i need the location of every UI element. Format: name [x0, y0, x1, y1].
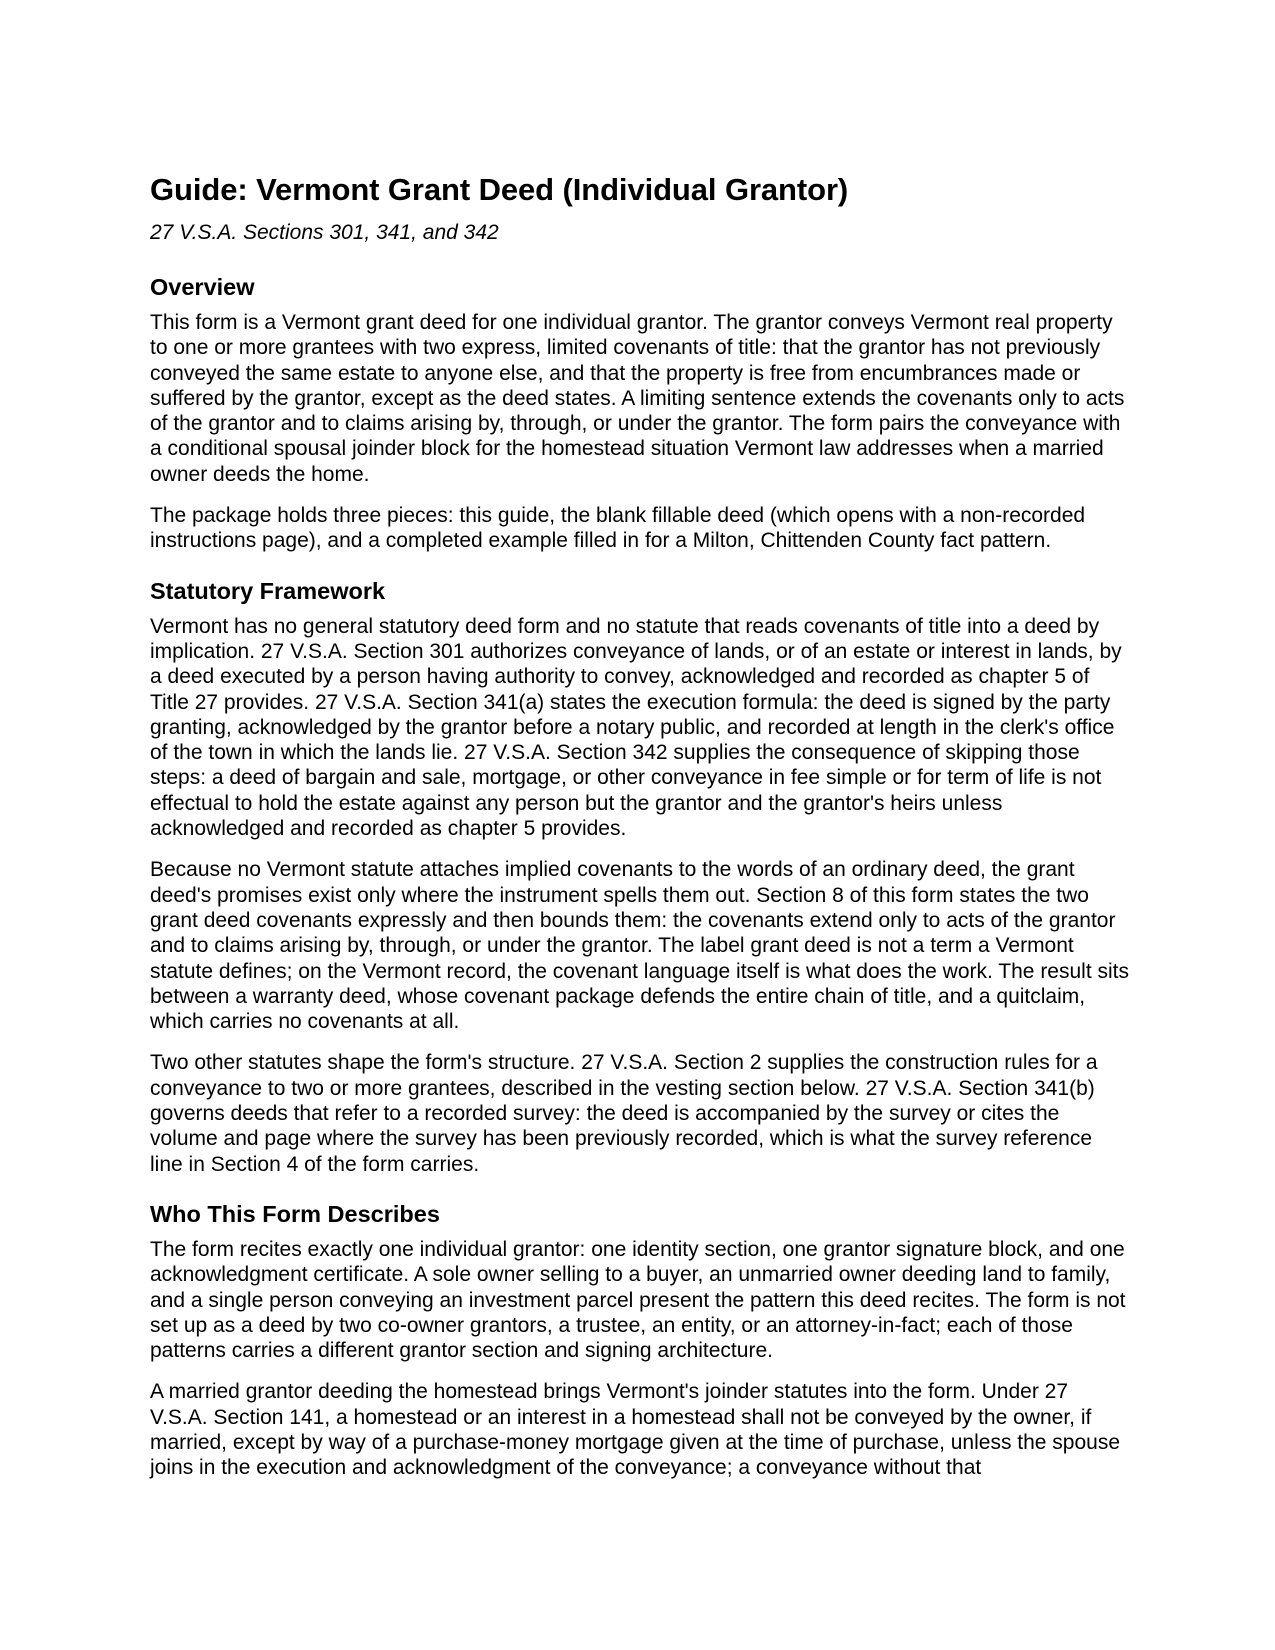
paragraph: Because no Vermont statute attaches implied covenants to the words of an ordinary deed, the grant deed's promises exist only where the instrument spells them out. Section 8 of this form states the two grant deed covenants expressly and then bounds them: the covenants extend only to acts of the grantor and to claims arising by, through, or under the grantor. The label grant deed is not a term a Vermont statute defines; on the Vermont record, the covenant language itself is what does the work. The result sits between a warranty deed, whose covenant package defends the entire chain of title, and a quitclaim, which carries no covenants at all.: [150, 858, 1130, 1034]
paragraph: This form is a Vermont grant deed for one individual grantor. The grantor conveys Vermont real property to one or more grantees with two express, limited covenants of title: that the grantor has not previously conveyed the same estate to anyone else, and that the property is free from encumbrances made or suffered by the grantor, except as the deed states. A limiting sentence extends the covenants only to acts of the grantor and to claims arising by, through, or under the grantor. The form pairs the conveyance with a conditional spousal joinder block for the homestead situation Vermont law addresses when a married owner deeds the home.: [150, 311, 1125, 486]
statute-citation: 27 V.S.A. Sections 301, 341, and 342: [150, 221, 499, 244]
paragraph: The form recites exactly one individual grantor: one identity section, one grantor signature block, and one acknowledgment certificate. A sole owner selling to a buyer, an unmarried owner deeding land to family, and a single person conveying an investment parcel present the pattern this deed recites. The form is not set up as a deed by two co-owner grantors, a trustee, an entity, or an attorney-in-fact; each of those patterns carries a different grantor section and signing architecture.: [150, 1237, 1126, 1363]
section-heading: Who This Form Describes: [150, 1200, 440, 1227]
section-overview: [150, 272, 1130, 554]
section-statutory-framework: [150, 576, 1130, 1177]
section-who-this-form-describes: [150, 1199, 1130, 1481]
page-title: Guide: Vermont Grant Deed (Individual Grantor): [150, 172, 849, 207]
paragraph: Vermont has no general statutory deed form and no statute that reads covenants of title into a deed by implication. 27 V.S.A. Section 301 authorizes conveyance of lands, or of an estate or interest in lands, by a deed executed by a person having authority to convey, acknowledged and recorded as chapter 5 of Title 27 provides. 27 V.S.A. Section 341(a) states the execution formula: the deed is signed by the party granting, acknowledged by the grantor before a notary public, and recorded at length in the clerk's office of the town in which the lands lie. 27 V.S.A. Section 342 supplies the consequence of skipping those steps: a deed of bargain and sale, mortgage, or other conveyance in fee simple or for term of life is not effectual to hold the estate against any person but the grantor and the grantor's heirs unless acknowledged and recorded as chapter 5 provides.: [150, 614, 1122, 841]
paragraph: Two other statutes shape the form's structure. 27 V.S.A. Section 2 supplies the construction rules for a conveyance to two or more grantees, described in the vesting section below. 27 V.S.A. Section 341(b) governs deeds that refer to a recorded survey: the deed is accompanied by the survey or cites the volume and page where the survey has been previously recorded, which is what the survey reference line in Section 4 of the form carries.: [150, 1051, 1098, 1176]
section-heading: Overview: [150, 274, 255, 300]
document-page: [150, 170, 1130, 1481]
section-heading: Statutory Framework: [150, 577, 386, 604]
paragraph: A married grantor deeding the homestead brings Vermont's joinder statutes into the form. Under 27 V.S.A. Section 141, a homestead or an interest in a homestead shall not be conveyed by the owner, if married, except by way of a purchase-money mortgage given at the time of purchase, unless the spouse joins in the execution and acknowledgment of the conveyance; a conveyance without that: [150, 1380, 1121, 1480]
paragraph: The package holds three pieces: this guide, the blank fillable deed (which opens with a non-recorded instructions page), and a completed example filled in for a Milton, Chittenden County fact pattern.: [150, 504, 1086, 553]
